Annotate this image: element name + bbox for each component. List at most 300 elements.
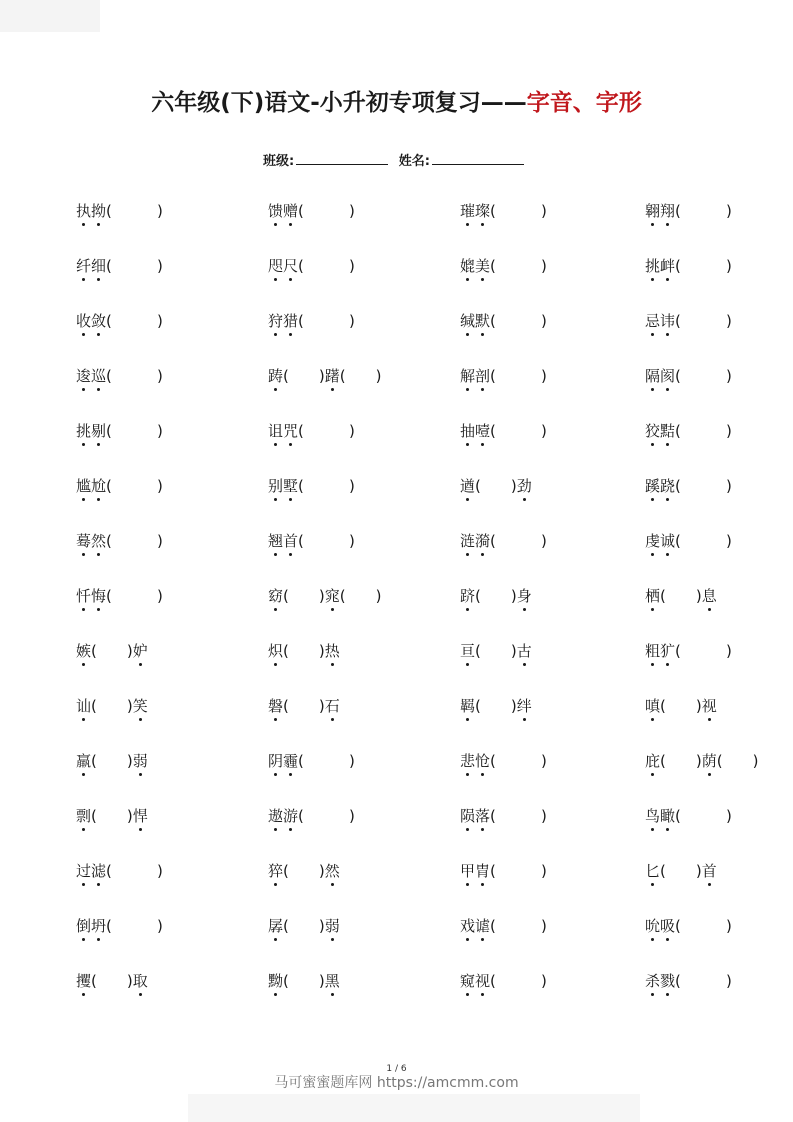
hanzi-char: 缄 xyxy=(460,312,476,330)
answer-blank[interactable] xyxy=(319,312,334,330)
answer-blank[interactable] xyxy=(142,477,157,495)
answer-blank[interactable] xyxy=(319,202,334,220)
exercise-item xyxy=(645,586,717,606)
hanzi-char: 美 xyxy=(475,257,491,275)
hanzi-char: 隔 xyxy=(645,367,661,385)
hanzi-char: 嫉 xyxy=(76,642,92,660)
answer-blank[interactable] xyxy=(142,587,157,605)
answer-blank[interactable] xyxy=(496,752,511,770)
bracket: ( xyxy=(475,697,481,715)
answer-blank[interactable] xyxy=(723,752,738,770)
bracket: ( xyxy=(675,532,681,550)
answer-blank[interactable] xyxy=(304,917,319,935)
hanzi-char: 忌 xyxy=(645,312,661,330)
answer-blank[interactable] xyxy=(319,477,334,495)
answer-blank[interactable] xyxy=(289,587,304,605)
answer-blank[interactable] xyxy=(304,642,319,660)
answer-blank[interactable] xyxy=(711,257,726,275)
answer-blank[interactable] xyxy=(112,917,127,935)
answer-blank[interactable] xyxy=(511,257,526,275)
answer-blank[interactable] xyxy=(319,752,334,770)
bracket: ( xyxy=(490,312,496,330)
answer-blank[interactable] xyxy=(289,917,304,935)
answer-blank[interactable] xyxy=(511,972,526,990)
answer-blank[interactable] xyxy=(304,972,319,990)
bracket: ) xyxy=(540,752,547,770)
answer-blank[interactable] xyxy=(481,642,496,660)
answer-blank[interactable] xyxy=(112,532,127,550)
answer-blank[interactable] xyxy=(334,477,349,495)
answer-blank[interactable] xyxy=(334,312,349,330)
answer-blank[interactable] xyxy=(97,972,112,990)
name-blank[interactable] xyxy=(432,152,524,165)
bracket: ) xyxy=(540,972,547,990)
answer-blank[interactable] xyxy=(127,312,142,330)
answer-blank[interactable] xyxy=(127,202,142,220)
answer-blank[interactable] xyxy=(681,697,696,715)
class-label: 班级: xyxy=(263,154,295,169)
answer-blank[interactable] xyxy=(481,697,496,715)
bracket: ) xyxy=(540,532,547,550)
bracket: ( xyxy=(298,312,304,330)
hanzi-char: 翔 xyxy=(660,202,676,220)
answer-blank[interactable] xyxy=(666,697,681,715)
hanzi-char: 吸 xyxy=(660,917,676,935)
answer-blank[interactable] xyxy=(112,202,127,220)
hanzi-char: 悲 xyxy=(460,752,476,770)
answer-blank[interactable] xyxy=(666,752,681,770)
bracket: ) xyxy=(725,312,732,330)
answer-blank[interactable] xyxy=(346,587,361,605)
hanzi-char: 粗 xyxy=(645,642,661,660)
answer-blank[interactable] xyxy=(696,917,711,935)
answer-blank[interactable] xyxy=(142,532,157,550)
answer-blank[interactable] xyxy=(711,642,726,660)
answer-blank[interactable] xyxy=(142,202,157,220)
answer-blank[interactable] xyxy=(711,972,726,990)
answer-blank[interactable] xyxy=(112,257,127,275)
exercise-item xyxy=(645,366,732,386)
hanzi-char: 剖 xyxy=(475,367,491,385)
answer-blank[interactable] xyxy=(711,367,726,385)
answer-blank[interactable] xyxy=(304,367,319,385)
answer-blank[interactable] xyxy=(334,752,349,770)
answer-blank[interactable] xyxy=(319,257,334,275)
hanzi-char: 窕 xyxy=(324,587,340,605)
answer-blank[interactable] xyxy=(319,532,334,550)
bracket: ( xyxy=(283,642,289,660)
answer-blank[interactable] xyxy=(334,532,349,550)
answer-blank[interactable] xyxy=(681,917,696,935)
answer-blank[interactable] xyxy=(711,917,726,935)
answer-blank[interactable] xyxy=(511,312,526,330)
bracket: ) xyxy=(156,367,163,385)
bracket: ) xyxy=(725,202,732,220)
answer-blank[interactable] xyxy=(319,807,334,825)
hanzi-char: 纤 xyxy=(76,257,92,275)
answer-blank[interactable] xyxy=(711,422,726,440)
answer-blank[interactable] xyxy=(112,807,127,825)
answer-blank[interactable] xyxy=(112,752,127,770)
answer-blank[interactable] xyxy=(346,367,361,385)
exercise-item xyxy=(76,476,163,496)
answer-blank[interactable] xyxy=(696,477,711,495)
hanzi-char: 阂 xyxy=(660,367,676,385)
bracket: ( xyxy=(283,862,289,880)
answer-blank[interactable] xyxy=(319,422,334,440)
answer-blank[interactable] xyxy=(511,752,526,770)
answer-blank[interactable] xyxy=(127,477,142,495)
hanzi-char: 璨 xyxy=(475,202,491,220)
answer-blank[interactable] xyxy=(142,312,157,330)
hanzi-char: 然 xyxy=(91,532,107,550)
bracket: ( xyxy=(339,367,346,385)
answer-blank[interactable] xyxy=(496,257,511,275)
answer-blank[interactable] xyxy=(496,367,511,385)
answer-blank[interactable] xyxy=(511,367,526,385)
answer-blank[interactable] xyxy=(127,422,142,440)
hanzi-char: 执 xyxy=(76,202,92,220)
answer-blank[interactable] xyxy=(481,587,496,605)
bracket: ) xyxy=(126,972,133,990)
answer-blank[interactable] xyxy=(511,422,526,440)
answer-blank[interactable] xyxy=(681,972,696,990)
hanzi-char: 尴 xyxy=(76,477,92,495)
hanzi-char: 游 xyxy=(283,807,299,825)
answer-blank[interactable] xyxy=(681,807,696,825)
exercise-row xyxy=(0,256,793,280)
answer-blank[interactable] xyxy=(681,257,696,275)
exercise-item xyxy=(268,256,355,276)
bracket: ( xyxy=(716,752,723,770)
bracket: ) xyxy=(318,367,325,385)
exercise-item xyxy=(268,531,355,551)
answer-blank[interactable] xyxy=(496,917,511,935)
answer-blank[interactable] xyxy=(696,312,711,330)
answer-blank[interactable] xyxy=(112,587,127,605)
name-label: 姓名: xyxy=(398,154,430,169)
exercise-row xyxy=(0,586,793,610)
answer-blank[interactable] xyxy=(334,257,349,275)
answer-blank[interactable] xyxy=(304,752,319,770)
answer-blank[interactable] xyxy=(127,862,142,880)
exercise-item xyxy=(645,201,732,221)
answer-blank[interactable] xyxy=(711,312,726,330)
exercise-item xyxy=(268,201,355,221)
hanzi-char: 戏 xyxy=(460,917,476,935)
hanzi-char: 攫 xyxy=(76,972,92,990)
hanzi-char: 拗 xyxy=(91,202,107,220)
answer-blank[interactable] xyxy=(711,807,726,825)
answer-blank[interactable] xyxy=(112,367,127,385)
answer-blank[interactable] xyxy=(97,697,112,715)
exercise-item xyxy=(645,421,732,441)
exercise-item xyxy=(460,696,532,716)
hanzi-char: 妒 xyxy=(132,642,148,660)
answer-blank[interactable] xyxy=(681,367,696,385)
hanzi-char: 馈 xyxy=(268,202,284,220)
bracket: ) xyxy=(510,587,517,605)
answer-blank[interactable] xyxy=(711,532,726,550)
answer-blank[interactable] xyxy=(696,257,711,275)
hanzi-char: 栖 xyxy=(645,587,661,605)
answer-blank[interactable] xyxy=(112,697,127,715)
answer-blank[interactable] xyxy=(112,477,127,495)
answer-blank[interactable] xyxy=(289,862,304,880)
exercise-item xyxy=(76,641,148,661)
answer-blank[interactable] xyxy=(496,807,511,825)
bracket: ( xyxy=(91,807,97,825)
bracket: ) xyxy=(318,917,325,935)
bracket: ( xyxy=(675,202,681,220)
bracket: ) xyxy=(318,972,325,990)
answer-blank[interactable] xyxy=(681,202,696,220)
answer-blank[interactable] xyxy=(681,422,696,440)
answer-blank[interactable] xyxy=(334,422,349,440)
bracket: ( xyxy=(660,862,666,880)
class-blank[interactable] xyxy=(296,152,388,165)
answer-blank[interactable] xyxy=(496,587,511,605)
answer-blank[interactable] xyxy=(142,367,157,385)
answer-blank[interactable] xyxy=(526,257,541,275)
answer-blank[interactable] xyxy=(304,532,319,550)
answer-blank[interactable] xyxy=(304,697,319,715)
answer-blank[interactable] xyxy=(142,862,157,880)
answer-blank[interactable] xyxy=(526,532,541,550)
answer-blank[interactable] xyxy=(681,477,696,495)
answer-blank[interactable] xyxy=(681,532,696,550)
answer-blank[interactable] xyxy=(304,202,319,220)
answer-blank[interactable] xyxy=(526,367,541,385)
answer-blank[interactable] xyxy=(738,752,753,770)
answer-blank[interactable] xyxy=(526,862,541,880)
answer-blank[interactable] xyxy=(666,587,681,605)
bracket: ( xyxy=(660,587,666,605)
exercise-item xyxy=(76,531,163,551)
answer-blank[interactable] xyxy=(526,917,541,935)
hanzi-char: 嗔 xyxy=(645,697,661,715)
hanzi-char: 胄 xyxy=(475,862,491,880)
bracket: ) xyxy=(348,202,355,220)
answer-blank[interactable] xyxy=(304,807,319,825)
answer-blank[interactable] xyxy=(127,587,142,605)
hanzi-char: 漪 xyxy=(475,532,491,550)
exercise-item xyxy=(645,806,732,826)
answer-blank[interactable] xyxy=(526,422,541,440)
hanzi-char: 倒 xyxy=(76,917,92,935)
hanzi-char: 蓦 xyxy=(76,532,92,550)
answer-blank[interactable] xyxy=(112,312,127,330)
answer-blank[interactable] xyxy=(334,202,349,220)
hanzi-char: 跷 xyxy=(660,477,676,495)
exercise-item xyxy=(268,421,355,441)
bracket: ) xyxy=(725,422,732,440)
hanzi-char: 翘 xyxy=(268,532,284,550)
answer-blank[interactable] xyxy=(526,202,541,220)
bracket: ( xyxy=(490,202,496,220)
bracket: ( xyxy=(490,257,496,275)
answer-blank[interactable] xyxy=(681,862,696,880)
exercise-item xyxy=(460,531,547,551)
bracket: ) xyxy=(725,532,732,550)
answer-blank[interactable] xyxy=(696,972,711,990)
hanzi-char: 狩 xyxy=(268,312,284,330)
answer-blank[interactable] xyxy=(496,642,511,660)
answer-blank[interactable] xyxy=(496,862,511,880)
hanzi-char: 躇 xyxy=(324,367,340,385)
exercise-item xyxy=(460,806,547,826)
answer-blank[interactable] xyxy=(696,642,711,660)
exercise-row xyxy=(0,366,793,390)
exercise-item xyxy=(268,476,355,496)
exercise-item xyxy=(76,751,148,771)
answer-blank[interactable] xyxy=(97,807,112,825)
exercise-row xyxy=(0,201,793,225)
hanzi-char: 噎 xyxy=(475,422,491,440)
answer-blank[interactable] xyxy=(696,202,711,220)
answer-blank[interactable] xyxy=(496,202,511,220)
answer-blank[interactable] xyxy=(696,532,711,550)
answer-blank[interactable] xyxy=(526,972,541,990)
answer-blank[interactable] xyxy=(696,422,711,440)
answer-blank[interactable] xyxy=(511,807,526,825)
bracket: ( xyxy=(490,972,496,990)
answer-blank[interactable] xyxy=(334,807,349,825)
exercise-item xyxy=(268,971,340,991)
answer-blank[interactable] xyxy=(304,862,319,880)
answer-blank[interactable] xyxy=(511,917,526,935)
answer-blank[interactable] xyxy=(97,752,112,770)
exercise-item xyxy=(460,971,547,991)
answer-blank[interactable] xyxy=(142,917,157,935)
answer-blank[interactable] xyxy=(711,202,726,220)
exercise-item xyxy=(76,916,163,936)
bracket: ( xyxy=(675,807,681,825)
answer-blank[interactable] xyxy=(496,477,511,495)
answer-blank[interactable] xyxy=(481,477,496,495)
answer-blank[interactable] xyxy=(681,587,696,605)
bracket: ( xyxy=(475,477,481,495)
hanzi-char: 落 xyxy=(475,807,491,825)
answer-blank[interactable] xyxy=(496,532,511,550)
hanzi-char: 尺 xyxy=(283,257,299,275)
answer-blank[interactable] xyxy=(304,257,319,275)
answer-blank[interactable] xyxy=(289,642,304,660)
site-watermark: 马可蜜蜜题库网 https://amcmm.com xyxy=(274,1075,519,1091)
answer-blank[interactable] xyxy=(496,697,511,715)
student-info xyxy=(0,150,793,169)
answer-blank[interactable] xyxy=(696,807,711,825)
bracket: ( xyxy=(490,422,496,440)
answer-blank[interactable] xyxy=(666,862,681,880)
answer-blank[interactable] xyxy=(304,422,319,440)
bracket: ( xyxy=(106,422,112,440)
exercise-item xyxy=(645,476,732,496)
answer-blank[interactable] xyxy=(681,752,696,770)
answer-blank[interactable] xyxy=(526,807,541,825)
answer-blank[interactable] xyxy=(496,312,511,330)
answer-blank[interactable] xyxy=(304,312,319,330)
answer-blank[interactable] xyxy=(112,422,127,440)
hanzi-char: 咒 xyxy=(283,422,299,440)
answer-blank[interactable] xyxy=(112,972,127,990)
answer-blank[interactable] xyxy=(289,367,304,385)
bracket: ) xyxy=(540,917,547,935)
hanzi-char: 霾 xyxy=(283,752,299,770)
exercise-item xyxy=(460,751,547,771)
answer-blank[interactable] xyxy=(511,862,526,880)
exercise-item xyxy=(460,421,547,441)
hanzi-char: 猎 xyxy=(283,312,299,330)
bracket: ) xyxy=(156,477,163,495)
exercise-item xyxy=(76,696,148,716)
answer-blank[interactable] xyxy=(289,972,304,990)
answer-blank[interactable] xyxy=(304,477,319,495)
answer-blank[interactable] xyxy=(127,257,142,275)
answer-blank[interactable] xyxy=(304,587,319,605)
answer-blank[interactable] xyxy=(511,532,526,550)
bracket: ) xyxy=(126,752,133,770)
exercise-item xyxy=(268,806,355,826)
answer-blank[interactable] xyxy=(127,367,142,385)
hanzi-char: 赠 xyxy=(283,202,299,220)
bracket: ) xyxy=(540,807,547,825)
answer-blank[interactable] xyxy=(361,587,376,605)
answer-blank[interactable] xyxy=(289,697,304,715)
bracket: ( xyxy=(106,367,112,385)
bracket: ) xyxy=(348,422,355,440)
answer-blank[interactable] xyxy=(496,422,511,440)
answer-blank[interactable] xyxy=(112,862,127,880)
answer-blank[interactable] xyxy=(681,312,696,330)
bracket: ( xyxy=(106,477,112,495)
hanzi-char: 蹊 xyxy=(645,477,661,495)
answer-blank[interactable] xyxy=(511,202,526,220)
hanzi-char: 诚 xyxy=(660,532,676,550)
hanzi-char: 瞰 xyxy=(660,807,676,825)
answer-blank[interactable] xyxy=(127,917,142,935)
hanzi-char: 巡 xyxy=(91,367,107,385)
hanzi-char: 剔 xyxy=(91,422,107,440)
hanzi-char: 翱 xyxy=(645,202,661,220)
answer-blank[interactable] xyxy=(681,642,696,660)
bracket: ) xyxy=(348,477,355,495)
hanzi-char: 孱 xyxy=(268,917,284,935)
answer-blank[interactable] xyxy=(361,367,376,385)
answer-blank[interactable] xyxy=(696,367,711,385)
hanzi-char: 犷 xyxy=(660,642,676,660)
hanzi-char: 黝 xyxy=(268,972,284,990)
hanzi-char: 首 xyxy=(283,532,299,550)
answer-blank[interactable] xyxy=(112,642,127,660)
answer-blank[interactable] xyxy=(97,642,112,660)
answer-blank[interactable] xyxy=(142,257,157,275)
bracket: ( xyxy=(106,917,112,935)
hanzi-char: 磐 xyxy=(268,697,284,715)
bracket: ) xyxy=(375,587,382,605)
answer-blank[interactable] xyxy=(711,477,726,495)
hanzi-char: 诅 xyxy=(268,422,284,440)
answer-blank[interactable] xyxy=(526,752,541,770)
hanzi-char: 亘 xyxy=(460,642,476,660)
answer-blank[interactable] xyxy=(142,422,157,440)
answer-blank[interactable] xyxy=(127,532,142,550)
hanzi-char: 怆 xyxy=(475,752,491,770)
answer-blank[interactable] xyxy=(496,972,511,990)
hanzi-char: 挑 xyxy=(76,422,92,440)
bracket: ( xyxy=(675,312,681,330)
answer-blank[interactable] xyxy=(526,312,541,330)
